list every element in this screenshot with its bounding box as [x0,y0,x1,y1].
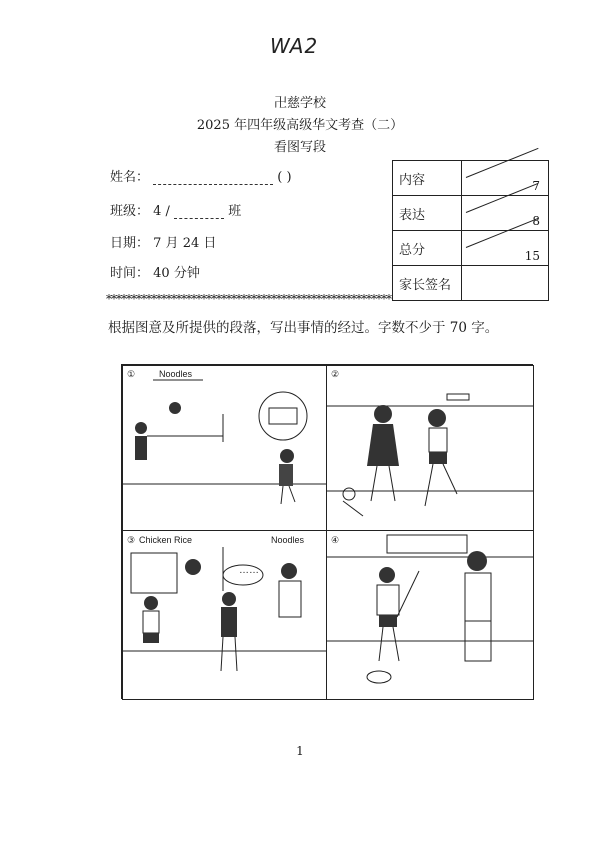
star-divider: ********************************************************* [106,292,391,306]
score-table [392,160,549,301]
panel-3-illustration [123,531,327,699]
date-value: 7 月 24 日 [153,236,217,251]
score-max: 15 [524,249,540,263]
class-blank[interactable] [174,218,224,219]
score-label: 总分 [393,231,462,266]
instruction-text: 根据图意及所提供的段落，写出事情的经过。字数不少于 70 字。 [108,320,499,336]
comic-panel-1 [122,365,328,532]
class-field [110,200,241,219]
panel-number: ① [127,369,136,379]
comic-strip [121,364,533,699]
panel-number: ③ [127,535,136,545]
exam-subtitle: 看图写段 [273,140,326,155]
panel-sign: Noodles [159,369,193,379]
score-max: 8 [532,214,540,228]
time-value: 40 分钟 [153,266,200,281]
score-row-expression [393,196,549,231]
time-label: 时间： [110,266,150,281]
score-row-content [393,161,549,196]
score-cell[interactable] [462,196,549,231]
school-name: 卍慈学校 [273,96,326,111]
panel-1-illustration [123,366,327,531]
panel-4-illustration [327,531,533,699]
handwritten-note: WA2 [270,34,319,58]
panel-number: ④ [331,535,340,545]
name-label: 姓名： [110,170,150,185]
score-label: 家长签名 [393,266,462,301]
name-paren: ( ) [277,170,292,185]
panel-number: ② [331,369,340,379]
class-suffix: 班 [228,204,242,219]
time-field [110,262,200,281]
comic-panel-2 [326,365,534,532]
comic-panel-4 [326,530,534,700]
panel-2-illustration [327,366,533,531]
score-cell[interactable] [462,161,549,196]
score-row-total [393,231,549,266]
comic-panel-3 [122,530,328,700]
panel-sign-chicken-rice: Chicken Rice [139,535,193,545]
class-label: 班级： [110,204,150,219]
page-number: 1 [296,744,304,758]
name-field [110,166,292,185]
class-value: 4 / [153,204,170,219]
name-blank[interactable] [153,184,273,185]
score-label: 内容 [393,161,462,196]
score-label: 表达 [393,196,462,231]
date-field [110,232,216,251]
panel-sign-noodles: Noodles [271,535,305,545]
score-cell[interactable] [462,231,549,266]
date-label: 日期： [110,236,150,251]
exam-title: 2025 年四年级高级华文考查（二） [196,118,404,133]
score-max: 7 [532,179,540,193]
speech-bubble: …… [239,565,259,576]
